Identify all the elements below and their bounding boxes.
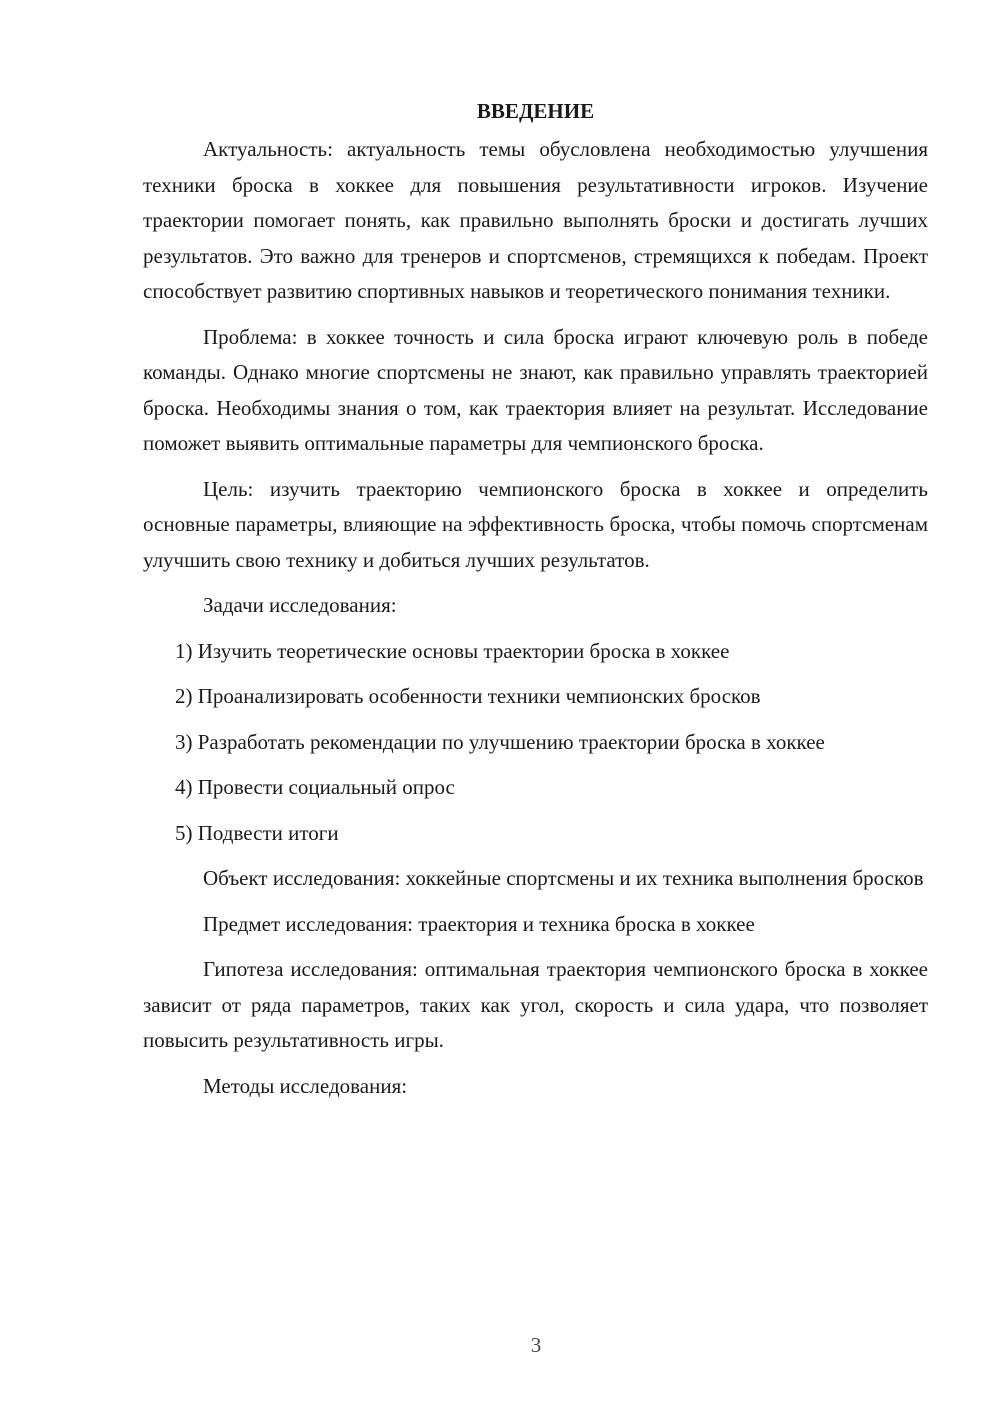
task-item-5: 5) Подвести итоги xyxy=(175,820,339,845)
task-item-2: 2) Проанализировать особенности техники чемпионских бросков xyxy=(175,684,761,708)
task-item-4: 4) Провести социальный опрос xyxy=(175,775,455,799)
paragraph-goal: Цель: изучить траекторию чемпионского броска в хоккее и определить основные параметры, влияющие на эффективность броска, чтобы помочь спортсменам улучшить свою технику и добиться лучших результатов. xyxy=(143,476,928,572)
paragraph-relevance: Актуальность: актуальность темы обусловлена необходимостью улучшения техники броска в хоккее для повышения результативности игроков. Изучение траектории помогает понять, как правильно выполнять броски и достигать лучших результатов. Это важно для тренеров и спортсменов, стремящихся к победам. Проект способствует развитию спортивных навыков и теоретического понимания техники. xyxy=(143,137,928,303)
page-number: 3 xyxy=(530,1333,542,1357)
paragraph-hypothesis: Гипотеза исследования: оптимальная траектория чемпионского броска в хоккее зависит от ряда параметров, таких как угол, скорость и сила удара, что позволяет повысить результативность игры. xyxy=(143,957,928,1052)
page-heading: ВВЕДЕНИЕ xyxy=(476,99,595,123)
task-item-3: 3) Разработать рекомендации по улучшению траектории броска в хоккее xyxy=(175,729,825,754)
paragraph-tasks-title: Задачи исследования: xyxy=(203,593,397,617)
paragraph-subject: Предмет исследования: траектория и техника броска в хоккее xyxy=(203,911,755,936)
paragraph-object: Объект исследования: хоккейные спортсмены и их техника выполнения бросков xyxy=(203,866,924,890)
paragraph-problem: Проблема: в хоккее точность и сила броска играют ключевую роль в победе команды. Однако многие спортсмены не знают, как правильно управлять траекторией броска. Необходимы знания о том, как траектория влияет на результат. Исследование поможет выявить оптимальные параметры для чемпионского броска. xyxy=(143,324,928,455)
page-content xyxy=(143,94,928,1104)
task-item-1: 1) Изучить теоретические основы траектории броска в хоккее xyxy=(175,638,730,663)
paragraph-methods-title: Методы исследования: xyxy=(203,1073,408,1098)
